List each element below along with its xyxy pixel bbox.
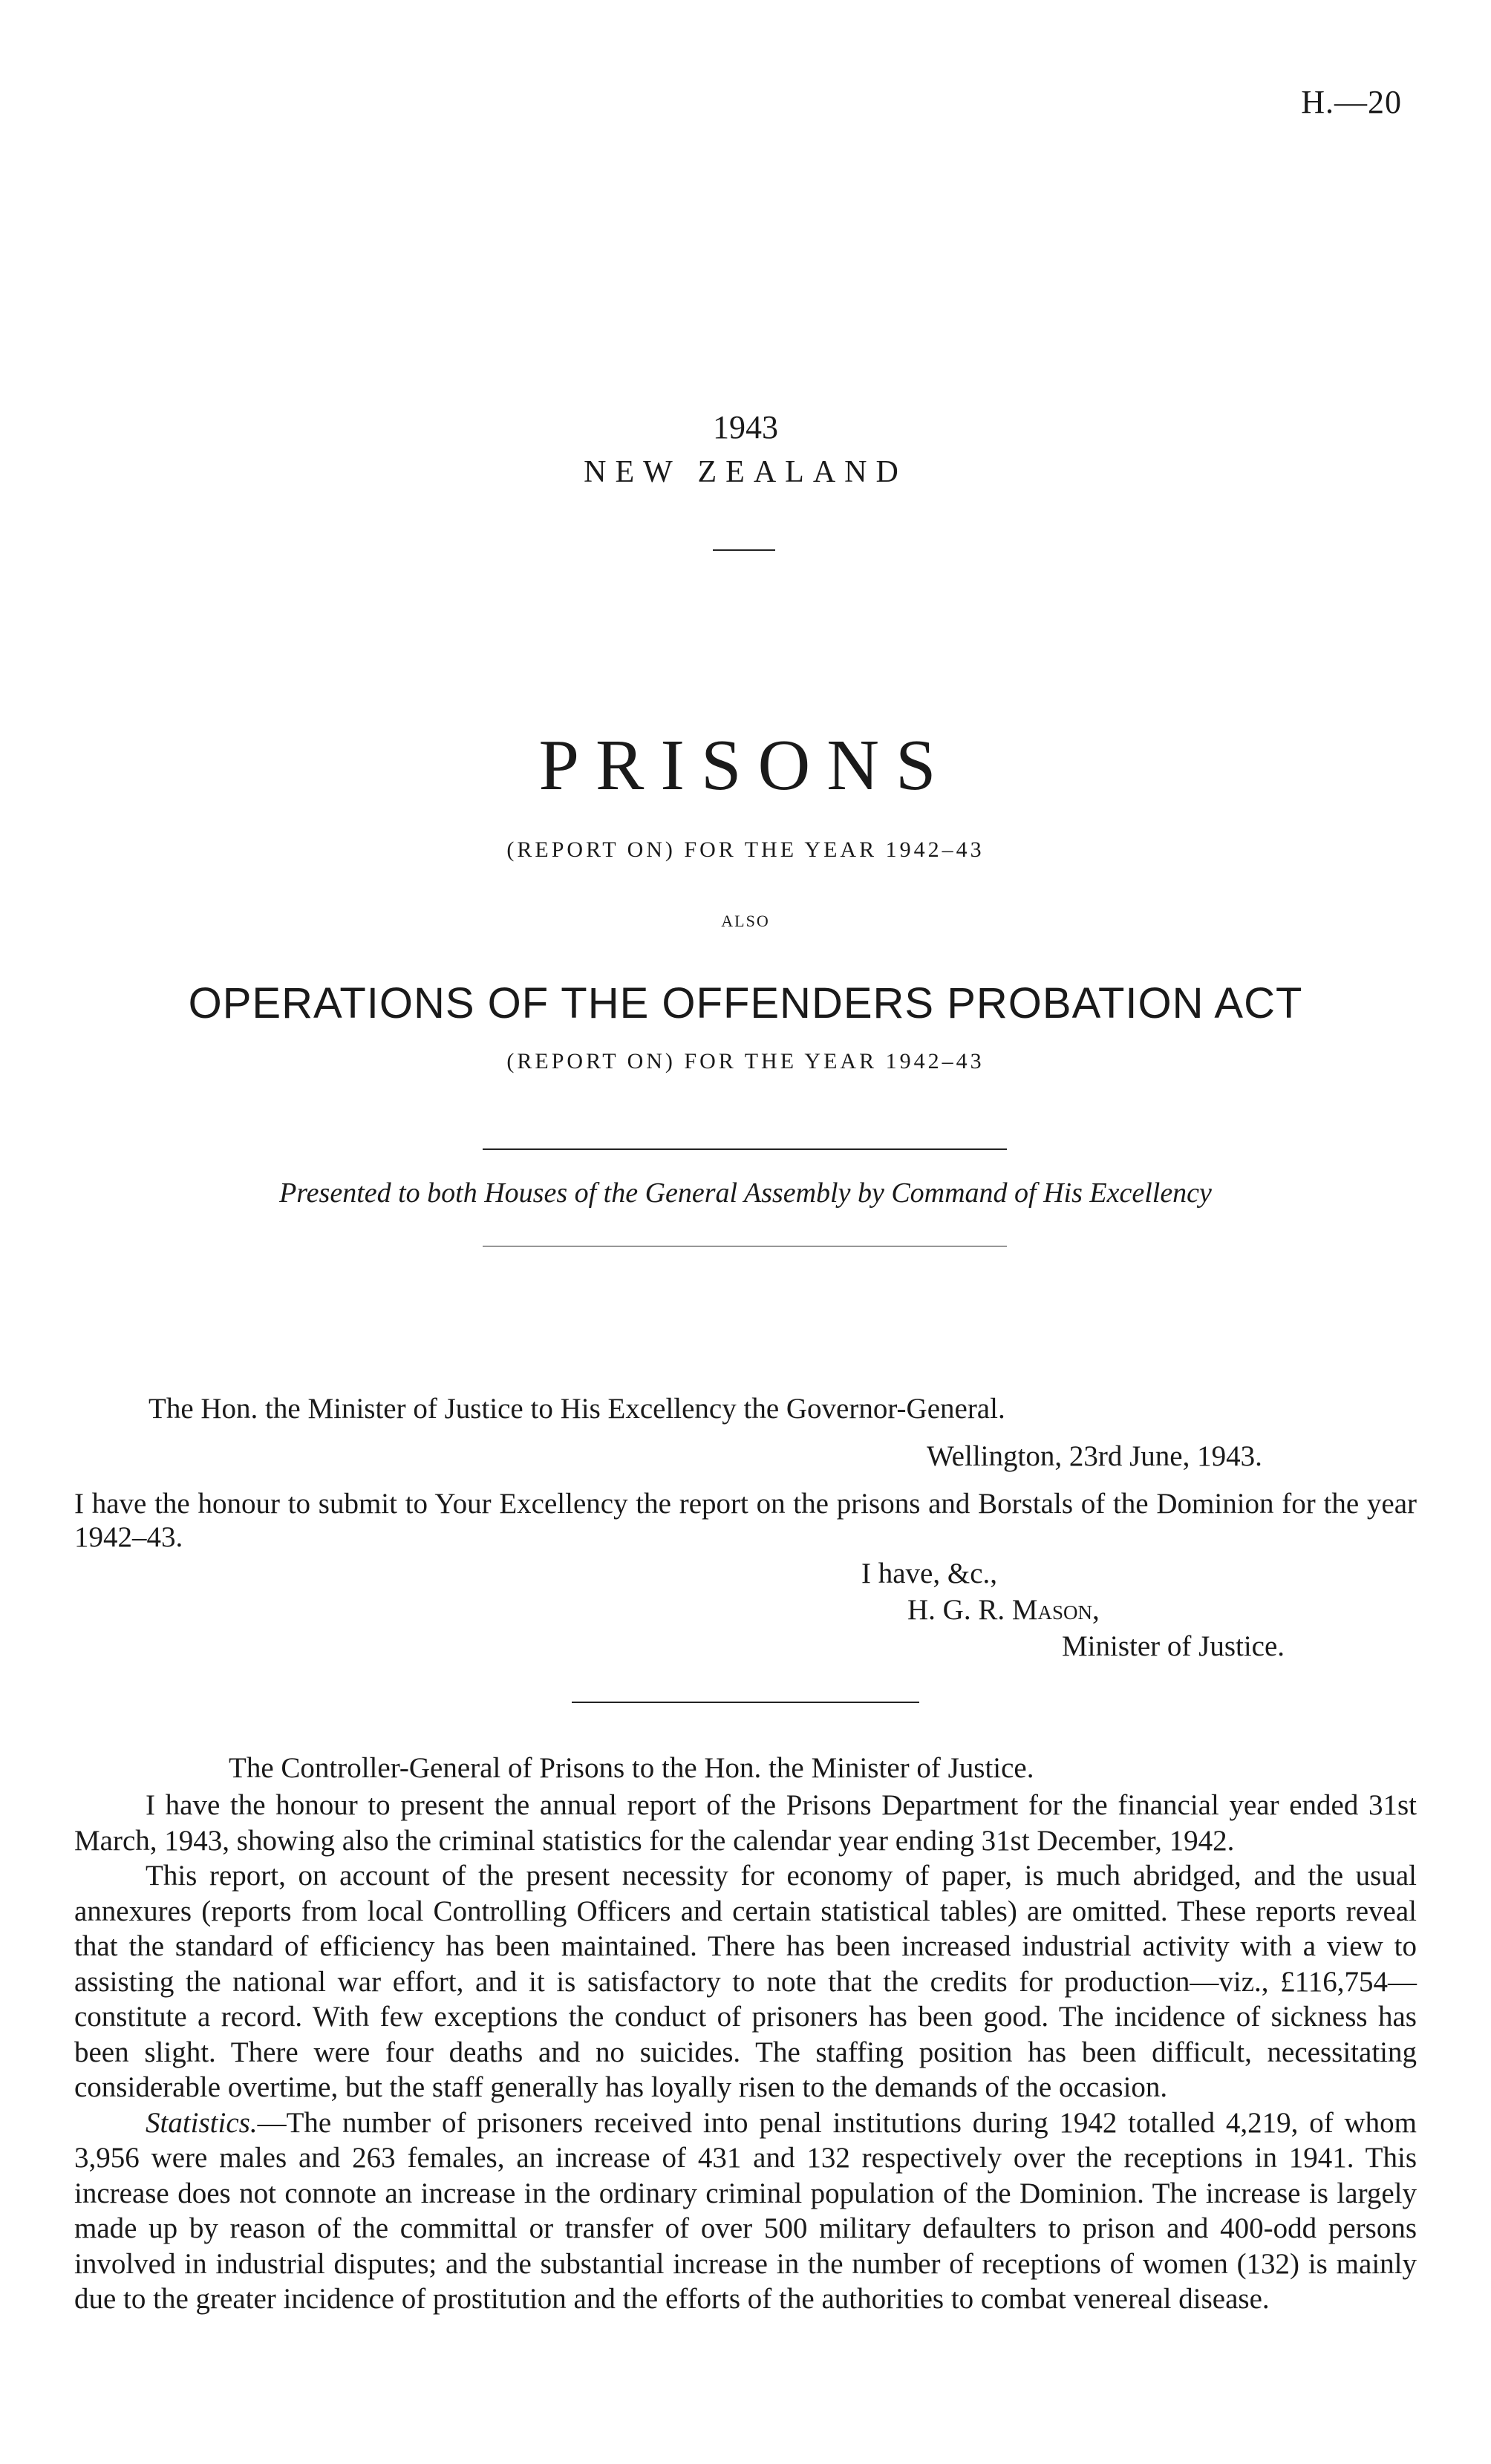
report-subtitle: (REPORT ON) FOR THE YEAR 1942–43 [506,837,985,862]
page-reference: H.—20 [1301,84,1402,120]
divider-rule [713,549,775,551]
letter1-signatory: H. G. R. Mason, [907,1594,1100,1626]
letter1-place-date: Wellington, 23rd June, 1943. [927,1440,1262,1472]
second-report-title: OPERATIONS OF THE OFFENDERS PROBATION ACT [188,979,1303,1027]
letter2-salutation: The Controller-General of Prisons to the Hon. the Minister of Justice. [229,1752,1034,1784]
statistics-text: —The number of prisoners received into penal institutions during 1942 totalled 4,219, of whom 3,956 were males and 263 females, an increase of 431 and 132 respectively over the receptions in 1941. This increase does not connote an increase in the ordinary criminal population of the Dominion. The increase is largely made up by reason of the committal or transfer of over 500 military defaulters to prison and 400-odd persons involved in industrial disputes; and the substantial increase in the number of receptions of women (132) is mainly due to the greater incidence of prostitution and the efforts of the authorities to combat venereal disease. [74,2106,1417,2315]
publication-year: 1943 [713,409,778,445]
letter2-paragraph: I have the honour to present the annual report of the Prisons Department for the financial year ended 31st March, 1943, showing also the criminal statistics for the calendar year ending 31st December, 1942. [74,1789,1417,1857]
second-report-subtitle: (REPORT ON) FOR THE YEAR 1942–43 [506,1049,985,1073]
letter1-salutation: The Hon. the Minister of Justice to His Excellency the Governor-General. [149,1393,1005,1425]
country-heading: NEW ZEALAND [584,455,907,489]
statistics-label: Statistics. [146,2106,258,2139]
report-title: PRISONS [538,725,953,805]
letter1-closing: I have, &c., [861,1558,998,1589]
divider-rule [572,1702,919,1703]
letter1-body: I have the honour to submit to Your Excellency the report on the prisons and Borstals of the Dominion for the year 1942–43. [74,1488,1417,1553]
letter1-signatory-title: Minister of Justice. [1062,1630,1285,1662]
presented-statement: Presented to both Houses of the General Assembly by Command of His Excellency [279,1177,1212,1209]
statistics-paragraph [74,2105,1417,2317]
letter2-body [74,1788,1417,2317]
also-label: ALSO [721,912,770,930]
divider-rule [483,1148,1007,1150]
letter2-paragraph: This report, on account of the present necessity for economy of paper, is much abridged, and the usual annexures (reports from local Controlling Officers and certain statistical tables) are omitted. These reports reveal that the standard of efficiency has been maintained. There has been increased industrial activity with a view to assisting the national war effort, and it is satisfactory to note that the credits for production—viz., £116,754—constitute a record. With few exceptions the conduct of prisoners has been good. The incidence of sickness has been slight. There were four deaths and no suicides. The staffing position has been difficult, necessitating considerable overtime, but the staff generally has loyally risen to the demands of the occasion. [74,1860,1417,2103]
